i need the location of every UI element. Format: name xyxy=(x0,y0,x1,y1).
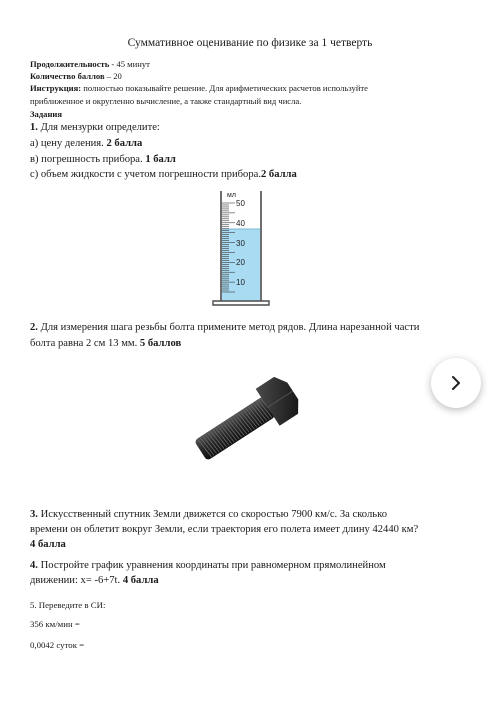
question-1b-points: 1 балл xyxy=(145,154,176,165)
next-page-button[interactable] xyxy=(431,358,481,408)
question-5-item-2: 0,0042 суток = xyxy=(30,640,85,650)
scale-label-30: 30 xyxy=(236,239,245,248)
duration-value: - 45 минут xyxy=(109,59,150,69)
question-3-line-2: времени он облетит вокруг Земли, если траектория его полета имеет длину 42440 км? xyxy=(30,524,419,535)
question-2-points: 5 баллов xyxy=(139,338,182,349)
instruction-line-2: приближенное и округленно вычисление, а также стандартный вид числа. xyxy=(30,96,302,106)
question-4-number: 4. xyxy=(30,560,38,571)
question-1c: с) объем жидкости с учетом погрешности прибора.2 балла xyxy=(30,169,297,180)
question-1-text: Для мензурки определите: xyxy=(37,122,160,133)
instruction-label: Инструкция: xyxy=(30,83,82,93)
tasks-heading: Задания xyxy=(30,109,63,119)
question-1-number: 1. xyxy=(30,122,38,133)
scale-label-50: 50 xyxy=(236,199,245,208)
question-4-line-1: 4. Постройте график уравнения координаты при равномерном прямолинейном xyxy=(30,560,386,571)
question-3-number: 3. xyxy=(30,509,38,520)
question-1c-points: 2 балла xyxy=(260,169,297,180)
bolt-image xyxy=(180,372,310,472)
question-1 xyxy=(30,122,160,133)
question-4-line-2: движении: х= -6+7t. 4 балла xyxy=(30,575,159,586)
question-2-number: 2. xyxy=(30,322,38,333)
question-2-line-2: болта равна 2 см 13 мм. 5 баллов xyxy=(30,338,182,349)
points-line xyxy=(30,71,122,81)
question-5-item-1: 356 км/мин = xyxy=(30,619,80,629)
scale-label-20: 20 xyxy=(236,258,245,267)
duration-line xyxy=(30,59,150,69)
question-3-points: 4 балла xyxy=(30,539,66,550)
cylinder-base xyxy=(213,301,269,305)
instruction-text-1: полностью показывайте решение. Для арифметических расчетов используйте xyxy=(81,83,368,93)
question-2-line-1: 2. Для измерения шага резьбы болта примените метод рядов. Длина нарезанной части xyxy=(30,322,420,333)
measuring-cylinder xyxy=(205,185,275,307)
chevron-right-icon xyxy=(448,375,464,391)
scale-label-10: 10 xyxy=(236,278,245,287)
question-5-heading: 5. Переведите в СИ: xyxy=(30,600,106,610)
scale-label-40: 40 xyxy=(236,219,245,228)
duration-label: Продолжительность xyxy=(30,59,110,69)
question-3-line-1: 3. Искусственный спутник Земли движется со скоростью 7900 км/с. За сколько xyxy=(30,509,387,520)
points-label: Количество баллов xyxy=(30,71,105,81)
question-1b: в) погрешность прибора. 1 балл xyxy=(30,154,176,165)
cylinder-unit-label: мл xyxy=(227,192,236,199)
question-1a-points: 2 балла xyxy=(106,138,143,149)
document-title: Суммативное оценивание по физике за 1 четверть xyxy=(127,37,373,49)
instruction-line-1 xyxy=(30,83,368,93)
points-value: – 20 xyxy=(104,71,122,81)
question-4-points: 4 балла xyxy=(122,575,159,586)
question-1a: а) цену деления. 2 балла xyxy=(30,138,143,149)
